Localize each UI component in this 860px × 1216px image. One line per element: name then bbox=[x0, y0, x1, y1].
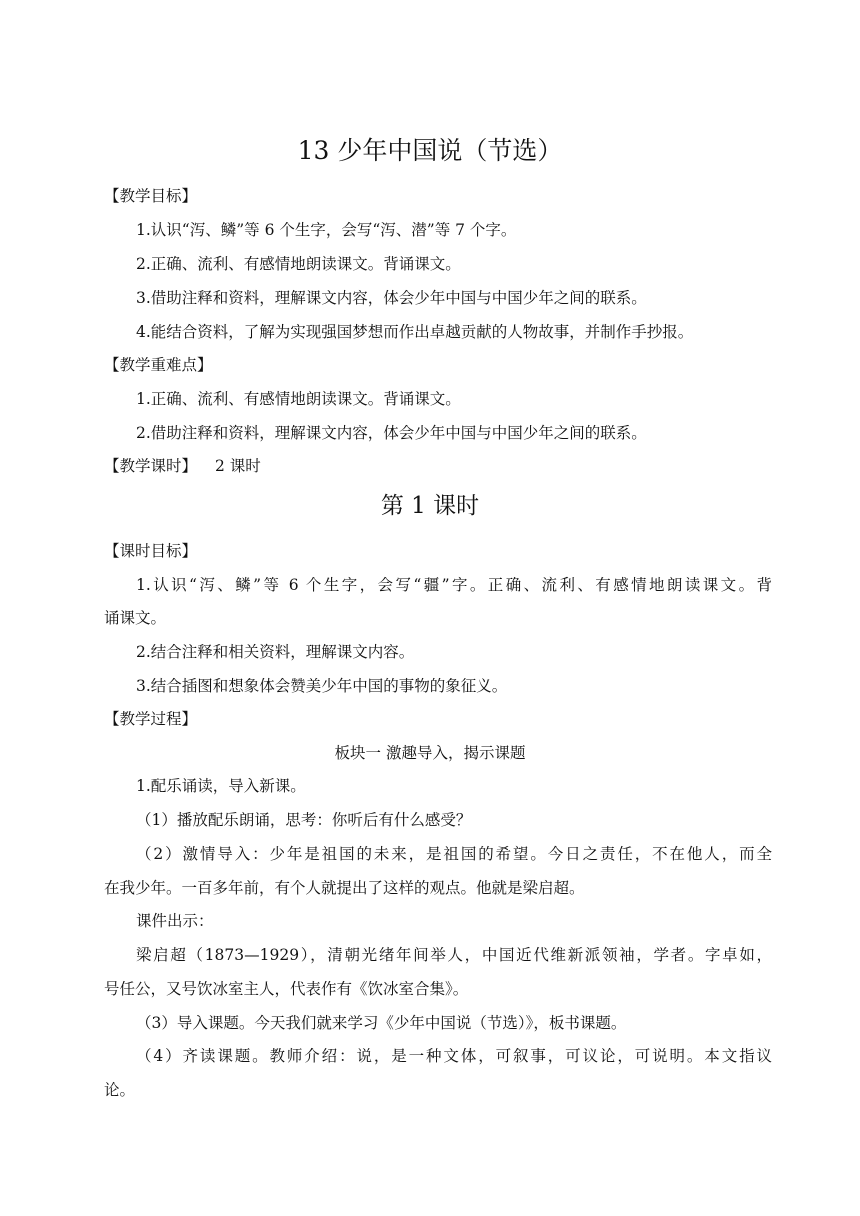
hours-value: 2 课时 bbox=[215, 457, 261, 475]
process-step-1-2-line-2: 在我少年。一百多年前，有个人就提出了这样的观点。他就是梁启超。 bbox=[104, 879, 585, 897]
process-step-1-4-line-1: （4）齐读课题。教师介绍：说，是一种文体，可叙事，可议论，可说明。本文指议 bbox=[136, 1047, 772, 1065]
keypoint-item-2: 2.借助注释和资料，理解课文内容，体会少年中国与中国少年之间的联系。 bbox=[136, 424, 647, 442]
process-step-1-4-line-2: 论。 bbox=[104, 1081, 136, 1099]
lesson-goal-2: 2.结合注释和相关资料，理解课文内容。 bbox=[136, 643, 415, 661]
goal-item-4: 4.能结合资料，了解为实现强国梦想而作出卓越贡献的人物故事，并制作手抄报。 bbox=[136, 323, 694, 341]
goal-item-3: 3.借助注释和资料，理解课文内容，体会少年中国与中国少年之间的联系。 bbox=[136, 289, 647, 307]
lesson-goal-1-line-1: 1.认识“泻、鳞”等 6 个生字，会写“疆”字。正确、流利、有感情地朗读课文。背 bbox=[136, 576, 772, 594]
lesson-goal-3: 3.结合插图和想象体会赞美少年中国的事物的象征义。 bbox=[136, 677, 508, 695]
document-title: 13 少年中国说（节选） bbox=[297, 136, 563, 165]
courseware-label: 课件出示： bbox=[136, 912, 214, 930]
block-1-title: 板块一 激趣导入，揭示课题 bbox=[334, 744, 526, 762]
process-step-1: 1.配乐诵读，导入新课。 bbox=[136, 777, 306, 795]
process-step-1-3: （3）导入课题。今天我们就来学习《少年中国说（节选）》，板书课题。 bbox=[136, 1014, 627, 1032]
lesson-title: 第 1 课时 bbox=[380, 493, 480, 519]
keypoints-heading: 【教学重难点】 bbox=[104, 356, 213, 374]
hours-line bbox=[0, 456, 860, 476]
process-heading: 【教学过程】 bbox=[104, 710, 198, 728]
keypoint-item-1: 1.正确、流利、有感情地朗读课文。背诵课文。 bbox=[136, 390, 461, 408]
lesson-goals-heading: 【课时目标】 bbox=[104, 542, 198, 560]
lesson-goal-1-line-2: 诵课文。 bbox=[104, 609, 167, 627]
process-step-1-1: （1）播放配乐朗诵，思考：你听后有什么感受？ bbox=[136, 811, 472, 829]
goal-item-1: 1.认识“泻、鳞”等 6 个生字，会写“泻、潜”等 7 个字。 bbox=[136, 221, 517, 239]
goal-item-2: 2.正确、流利、有感情地朗读课文。背诵课文。 bbox=[136, 255, 461, 273]
liang-qichao-line-1: 梁启超（1873—1929），清朝光绪年间举人，中国近代维新派领袖，学者。字卓如， bbox=[136, 946, 772, 964]
liang-qichao-line-2: 号任公，又号饮冰室主人，代表作有《饮冰室合集》。 bbox=[104, 980, 469, 998]
goals-heading: 【教学目标】 bbox=[104, 187, 198, 205]
hours-heading: 【教学课时】 bbox=[104, 457, 198, 475]
process-step-1-2-line-1: （2）激情导入：少年是祖国的未来，是祖国的希望。今日之责任，不在他人，而全 bbox=[136, 845, 772, 863]
